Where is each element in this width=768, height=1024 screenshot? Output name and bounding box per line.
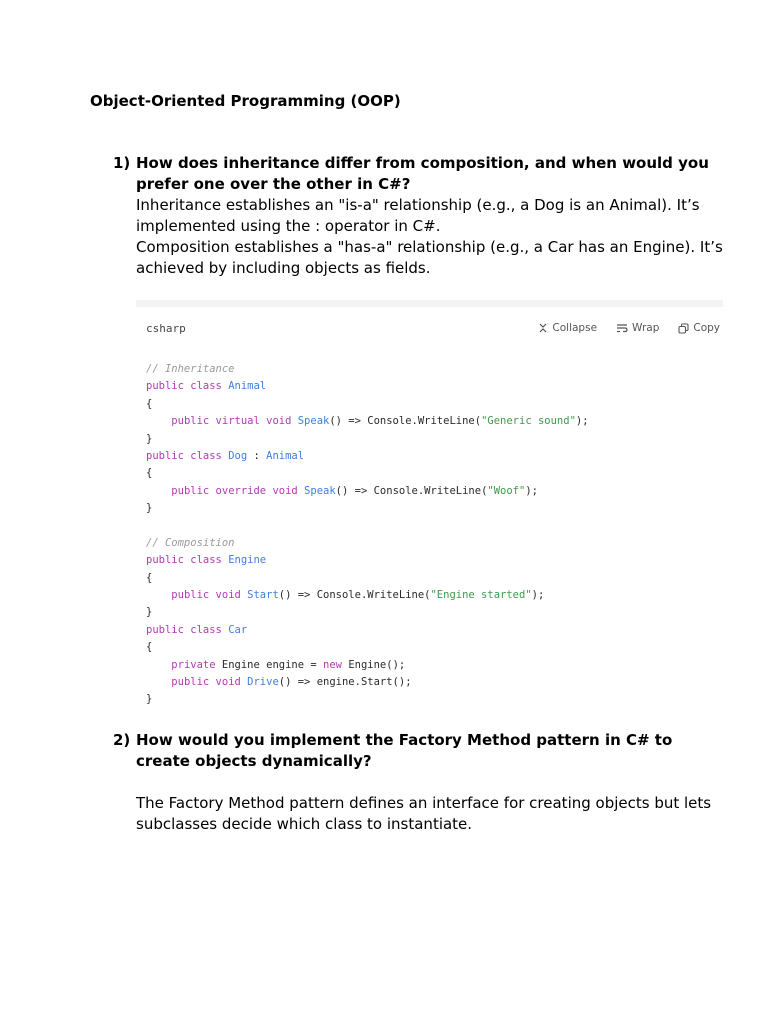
code-token: "Engine started" (430, 589, 532, 602)
code-line (146, 674, 589, 691)
code-token: () => Console.WriteLine( (278, 589, 431, 602)
code-block (136, 300, 723, 711)
code-token: { (146, 641, 153, 654)
code-token: } (146, 606, 153, 619)
code-toolbar (538, 322, 720, 334)
code-token (146, 415, 171, 427)
question-number: 2) (113, 731, 131, 749)
question-heading: How would you implement the Factory Method pattern in C# to create objects dynamically? (136, 731, 673, 770)
code-token: public class (146, 623, 229, 636)
collapse-icon (538, 323, 548, 333)
code-token: public class (146, 449, 229, 462)
code-token: { (146, 467, 153, 480)
code-line (146, 483, 589, 500)
code-token: public override void (171, 484, 305, 497)
code-token: () => Console.WriteLine( (329, 415, 482, 428)
code-token (146, 676, 171, 688)
answer-paragraph: Composition establishes a "has-a" relationship (e.g., a Car has an Engine). It’s achieved by including objects as fields. (136, 238, 723, 277)
code-token: ); (531, 589, 545, 602)
code-line (146, 622, 589, 639)
code-token: Start (247, 589, 279, 602)
code-line (146, 518, 589, 535)
code-token: () => engine.Start(); (278, 676, 412, 689)
code-content (146, 361, 589, 709)
code-token: { (146, 397, 153, 410)
collapse-label: Collapse (552, 322, 598, 334)
code-token: public virtual void (171, 415, 298, 428)
question-number: 1) (113, 154, 131, 172)
code-token (146, 589, 171, 601)
document-title: Object-Oriented Programming (OOP) (90, 92, 401, 110)
code-token: public class (146, 380, 229, 393)
question-heading: How does inheritance differ from composition, and when would you prefer one over the other in C#? (136, 154, 709, 193)
code-token: ); (525, 484, 538, 497)
code-token: Car (228, 623, 248, 636)
code-token: Engine engine = (221, 658, 324, 671)
wrap-icon (616, 323, 628, 333)
code-token: "Woof" (487, 484, 526, 497)
answer-paragraph: The Factory Method pattern defines an interface for creating objects but lets subclasses decide which class to instantiate. (136, 794, 712, 833)
code-block-header (136, 316, 723, 338)
code-token: "Generic sound" (481, 415, 576, 428)
code-token: public void (171, 589, 248, 602)
code-token: Engine (228, 554, 267, 567)
code-token: Drive (247, 676, 279, 689)
code-line (146, 604, 589, 621)
wrap-button[interactable] (616, 322, 659, 334)
copy-icon (678, 323, 689, 334)
code-token: Speak (304, 484, 336, 497)
collapse-button[interactable] (538, 322, 597, 334)
wrap-label: Wrap (632, 322, 660, 334)
code-token: public class (146, 554, 229, 567)
code-token: Speak (297, 415, 330, 428)
code-token: } (146, 502, 153, 515)
code-line (146, 448, 589, 465)
code-line (146, 361, 589, 378)
code-line (146, 378, 589, 395)
question-2 (113, 730, 723, 835)
code-token: new (323, 658, 349, 671)
code-token: : (247, 449, 267, 462)
code-token: Animal (266, 449, 305, 462)
code-line (146, 535, 589, 552)
code-token: private (171, 658, 222, 671)
code-token: // Composition (146, 536, 235, 549)
code-token: () => Console.WriteLine( (335, 484, 488, 497)
code-token: } (146, 432, 153, 445)
code-token (146, 659, 171, 671)
code-line (146, 552, 589, 569)
code-line (146, 396, 589, 413)
code-line (146, 657, 589, 674)
code-token (146, 485, 171, 497)
code-line (146, 500, 589, 517)
code-token: } (146, 693, 153, 706)
copy-button[interactable] (678, 322, 720, 334)
question-1 (113, 153, 723, 279)
answer-paragraph: Inheritance establishes an "is-a" relationship (e.g., a Dog is an Animal). It’s implemented using the : operator in C#. (136, 196, 700, 235)
code-line (146, 431, 589, 448)
code-token: Dog (228, 449, 248, 462)
code-line (146, 639, 589, 656)
code-line (146, 465, 589, 482)
copy-label: Copy (693, 322, 720, 334)
code-token: public void (171, 676, 248, 689)
code-token: ); (575, 415, 589, 428)
code-token: Engine(); (348, 658, 406, 671)
code-token: Animal (228, 380, 267, 393)
code-line (146, 587, 589, 604)
code-line (146, 413, 589, 430)
code-line (146, 691, 589, 708)
code-token: { (146, 571, 153, 584)
code-language-label: csharp (146, 322, 186, 335)
code-line (146, 570, 589, 587)
code-token: // Inheritance (146, 363, 235, 375)
